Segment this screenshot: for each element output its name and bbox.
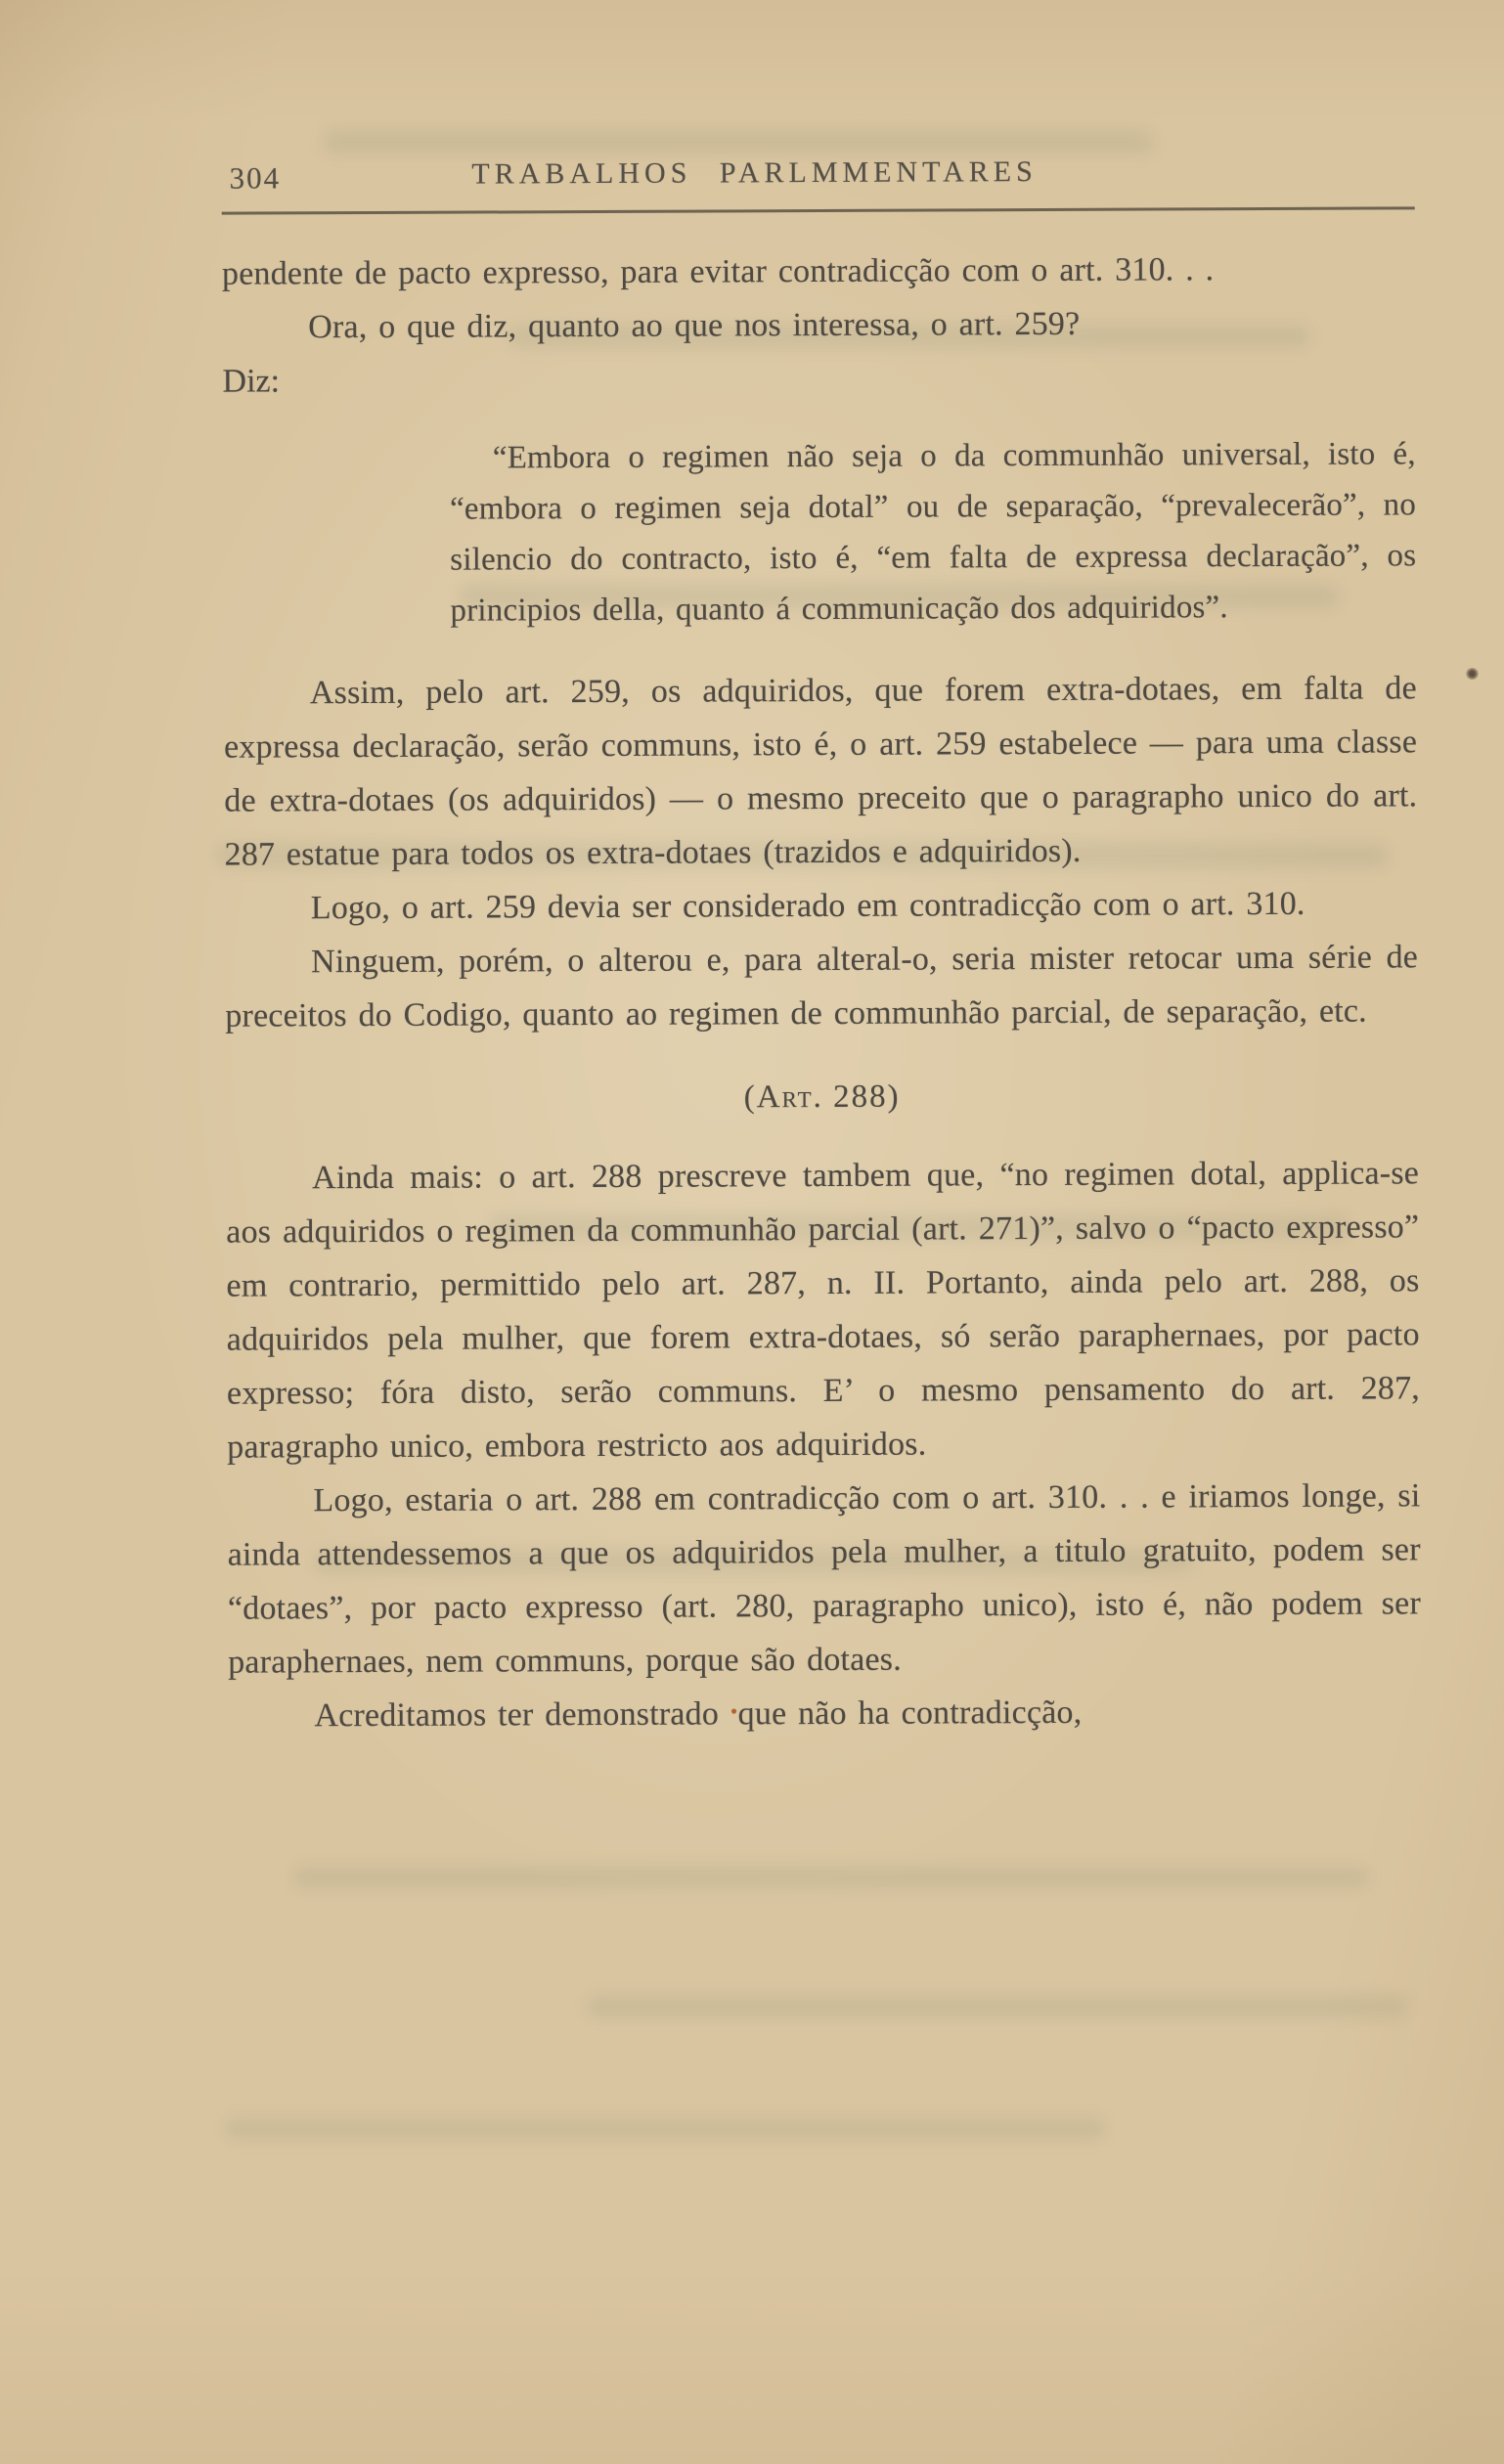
article-heading: (Art. 288) (743, 1078, 901, 1116)
paragraph-continuation: pendente de pacto expresso, para evitar contradicção com o art. 310. . . (221, 251, 1215, 292)
bleedthrough-smudge (225, 2117, 1105, 2140)
article-quote: “Embora o regimen não seja o da communhão universal, isto é, “embora o regimen seja dotal” ou de separação, “prevalecerão”, no silencio do contracto, isto é, “em falta de expressa declaração”, os principios della, quanto á communicação dos adquiridos”. (449, 436, 1417, 629)
paragraph-assim: Assim, pelo art. 259, os adquiridos, que forem extra-dotaes, em falta de expressa declaração, serão communs, isto é, o art. 259 estabelece — para uma classe de extra-dotaes (os adquiridos) — o mesmo preceito que o paragrapho unico do art. 287 estatue para todos os extra-dotaes (trazidos e adquiridos). (224, 670, 1418, 873)
text-run: que não ha contradicção, (737, 1694, 1083, 1733)
header-rule (222, 206, 1415, 214)
paragraph-ainda-mais: Ainda mais: o art. 288 prescreve tambem que, “no regimen dotal, applica-se aos adquiridos o regimen da communhão parcial (art. 271)”, salvo o “pacto expresso” em contrario, permittido pelo art. 287, n. II. Portanto, ainda pelo art. 288, os adquiridos pela mulher, que forem extra-dotaes, só serão paraphernaes, por pacto expresso; fóra disto, serão communs. E’ o mesmo pensamento do art. 287, paragrapho unico, embora restricto aos adquiridos. (226, 1155, 1421, 1466)
paragraph-logo-288: Logo, estaria o art. 288 em contradicção com o art. 310. . . e iriamos longe, si ainda attendessemos a que os adquiridos pela mulher, a titulo gratuito, podem ser “dotaes”, por pacto expresso (art. 280, paragrapho unico), isto é, não podem ser paraphernaes, nem communs, porque são dotaes. (227, 1477, 1422, 1681)
paragraph-ora: Ora, o que diz, quanto ao que nos interessa, o art. 259? (308, 305, 1081, 346)
bleedthrough-smudge (293, 1866, 1369, 1889)
margin-ink-blot (1466, 668, 1479, 680)
page-header (221, 152, 1414, 199)
paragraph-logo-259: Logo, o art. 259 devia ser considerado em contradicção com o art. 310. (310, 885, 1305, 927)
page-content (221, 152, 1421, 1742)
paragraph-acreditamos (228, 1684, 1421, 1742)
ink-speck: • (730, 1698, 738, 1724)
text-run: Acreditamos ter demonstrado (314, 1695, 730, 1735)
bleedthrough-smudge (323, 129, 1154, 154)
page-number: 304 (229, 160, 282, 196)
bleedthrough-smudge (587, 1995, 1408, 2018)
running-title: TRABALHOS PARLMMENTARES (471, 155, 1038, 191)
paragraph-diz: Diz: (222, 363, 281, 400)
paragraph-ninguem: Ninguem, porém, o alterou e, para alteral-o, seria mister retocar uma série de preceitos do Codigo, quanto ao regimen de communhão parcial, de separação, etc. (225, 939, 1419, 1034)
